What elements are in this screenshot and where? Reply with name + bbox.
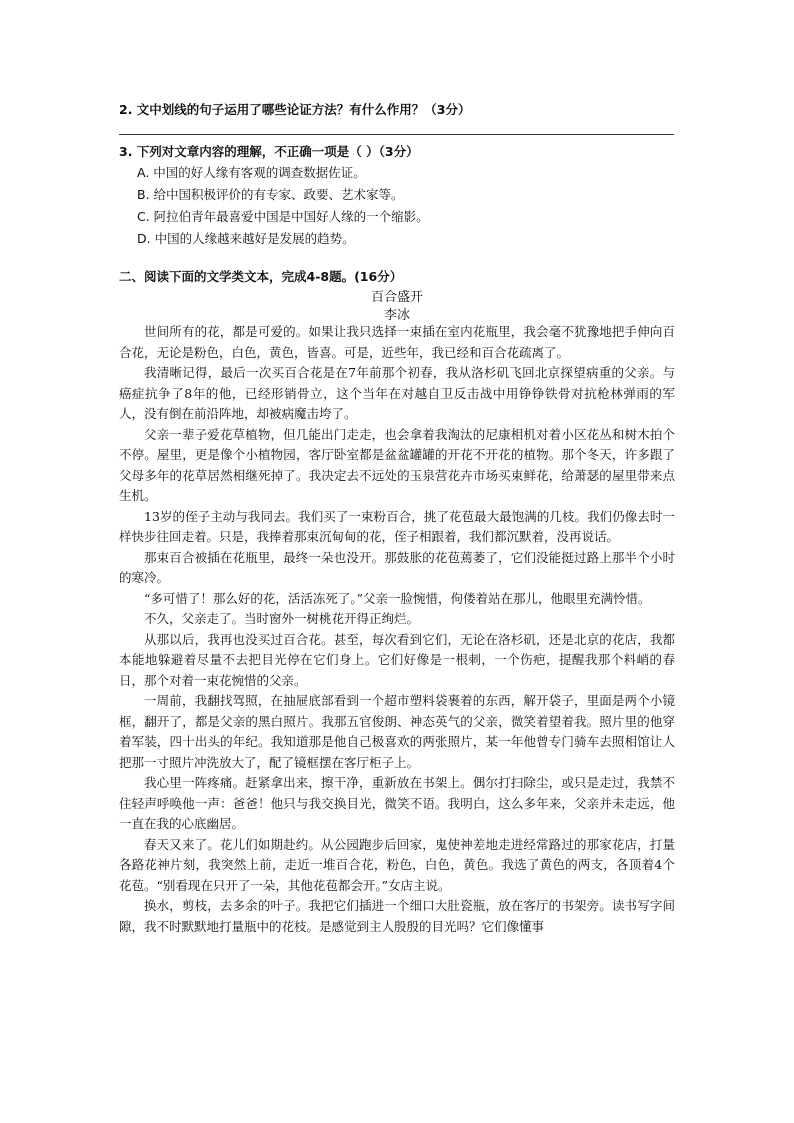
- paragraph: 那束百合被插在花瓶里，最终一朵也没开。那鼓胀的花苞蔫萎了，它们没能挺过路上那半个小时的寒冷。: [119, 549, 675, 585]
- paragraph: 世间所有的花，都是可爱的。如果让我只选择一束插在室内花瓶里，我会毫不犹豫地把手伸向百合花，无论是粉色，白色，黄色，皆喜。可是，近些年，我已经和百合花疏离了。: [119, 324, 675, 360]
- article-body: [119, 322, 675, 937]
- paragraph: 我清晰记得，最后一次买百合花是在7年前那个初春，我从洛杉矶飞回北京探望病重的父亲。与癌症抗争了8年的他，已经形销骨立，这个当年在对越自卫反击战中用铮铮铁骨对抗枪林弹雨的军人，没有倒在前沿阵地，却被病魔击垮了。: [119, 365, 675, 421]
- section-heading: 二、阅读下面的文学类文本，完成4-8题。(16分）: [119, 269, 403, 284]
- paragraph: 父亲一辈子爱花草植物，但几能出门走走，也会拿着我淘汰的尼康相机对着小区花丛和树木拍个不停。屋里，更是像个小植物园，客厅卧室都是盆盆罐罐的开花不开花的植物。那个冬天，许多跟了父母多年的花草居然相继死掉了。我决定去不远处的玉泉营花卉市场买束鲜花，给萧瑟的屋里带来点生机。: [119, 426, 675, 503]
- paragraph: 我心里一阵疼痛。赶紧拿出来，擦干净，重新放在书架上。偶尔打扫除尘，或只是走过，我禁不住轻声呼唤他一声：爸爸！他只与我交换目光，微笑不语。我明白，这么多年来，父亲并未走远，他一直在我的心底幽居。: [119, 775, 675, 831]
- paragraph: 一周前，我翻找驾照，在抽屉底部看到一个超市塑料袋裹着的东西，解开袋子，里面是两个小镜框，翻开了，都是父亲的黑白照片。我那五官俊朗、神态英气的父亲，微笑着望着我。照片里的他穿着军装，四十出头的年纪。我知道那是他自己极喜欢的两张照片，某一年他曾专门骑车去照相馆让人把那一寸照片冲洗放大了，配了镜框摆在客厅柜子上。: [119, 693, 675, 770]
- option-d: D. 中国的人缘越来越好是发展的趋势。: [137, 231, 355, 246]
- paragraph: 不久，父亲走了。当时窗外一树桃花开得正绚烂。: [144, 611, 420, 626]
- question-2: 2. 文中划线的句子运用了哪些论证方法？有什么作用？（3分）: [119, 102, 471, 117]
- option-b: B. 给中国积极评价的有专家、政要、艺术家等。: [137, 187, 404, 202]
- paragraph: 换水，剪枝，去多余的叶子。我把它们插进一个细口大肚瓷瓶，放在客厅的书架旁。读书写字间隙，我不时默默地打量瓶中的花枝。是感觉到主人殷殷的目光吗？它们像懂事: [119, 898, 675, 934]
- article-author: 李冰: [383, 308, 410, 323]
- paragraph: 从那以后，我再也没买过百合花。甚至，每次看到它们，无论在洛杉矶，还是北京的花店，我都本能地躲避着尽量不去把目光停在它们身上。它们好像是一根刺，一个伤疤，提醒我那个料峭的春日，那个对着一束花惋惜的父亲。: [119, 631, 675, 688]
- paragraph: “多可惜了！那么好的花，活活冻死了。”父亲一脸惋惜，佝偻着站在那儿，他眼里充满怜惜。: [144, 590, 651, 606]
- option-c: C. 阿拉伯青年最喜爱中国是中国好人缘的一个缩影。: [137, 209, 429, 224]
- article-title: 百合盛开: [370, 290, 423, 305]
- answer-line: [119, 134, 674, 135]
- option-a: A. 中国的好人缘有客观的调查数据佐证。: [137, 165, 366, 180]
- paragraph: 春天又来了。花儿们如期赴约。从公园跑步后回家，鬼使神差地走进经常路过的那家花店，打量各路花神片刻，我突然上前，走近一堆百合花，粉色，白色，黄色。我选了黄色的两支，各顶着4个花苞。“别看现在只开了一朵，其他花苞都会开。”女店主说。: [119, 836, 675, 893]
- question-3-stem: 3. 下列对文章内容的理解，不正确一项是（ ）（3分）: [119, 144, 419, 159]
- paragraph: 13岁的侄子主动与我同去。我们买了一束粉百合，挑了花苞最大最饱满的几枝。我们仍像去时一样快步往回走着。只是，我捧着那束沉甸甸的花，侄子相跟着，我们都沉默着，没再说话。: [119, 508, 675, 544]
